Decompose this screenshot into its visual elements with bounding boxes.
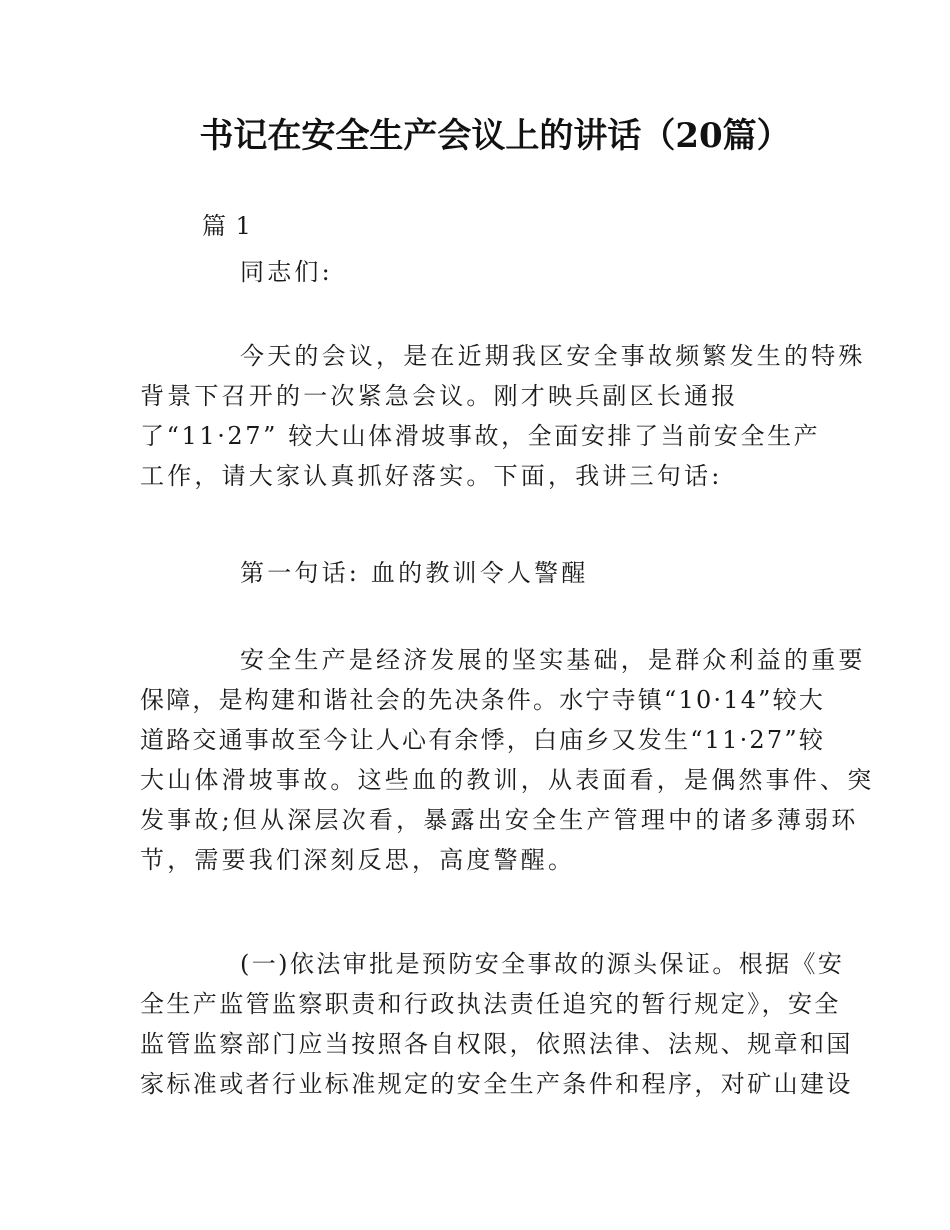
section-label: 篇 1 [202,212,252,240]
paragraph-2-line: 安全生产是经济发展的坚实基础，是群众利益的重要 [240,646,866,674]
paragraph-2-line: 道路交通事故至今让人心有余悸，白庙乡又发生“11·27”较 [140,726,826,754]
paragraph-1-line: 工作，请大家认真抓好落实。下面，我讲三句话: [140,462,723,490]
paragraph-1-line: 了“11·27” 较大山体滑坡事故，全面安排了当前安全生产 [140,422,821,450]
paragraph-3 [140,946,853,1106]
paragraph-2-line: 节，需要我们深刻反思，高度警醒。 [140,846,576,874]
paragraph-1 [140,338,866,498]
document-title: 书记在安全生产会议上的讲话（20篇） [199,116,791,156]
paragraph-3-line: 监管监察部门应当按照各自权限，依照法律、法规、规章和国 [140,1030,853,1058]
paragraph-3-line: 全生产监管监察职责和行政执法责任追究的暂行规定》，安全 [140,990,841,1018]
salutation: 同志们: [240,258,333,286]
paragraph-2-line: 发事故;但从深层次看，暴露出安全生产管理中的诸多薄弱环 [140,806,859,834]
paragraph-3-line: 家标准或者行业标准规定的安全生产条件和程序，对矿山建设 [140,1070,853,1098]
paragraph-1-line: 今天的会议，是在近期我区安全事故频繁发生的特殊 [240,342,866,370]
paragraph-2-line: 大山体滑坡事故。这些血的教训，从表面看，是偶然事件、突 [140,766,875,794]
section-heading-1: 第一句话: 血的教训令人警醒 [240,559,589,587]
paragraph-2-line: 保障，是构建和谐社会的先决条件。水宁寺镇“10·14”较大 [140,686,826,714]
paragraph-1-line: 背景下召开的一次紧急会议。刚才映兵副区长通报 [140,382,739,410]
paragraph-2 [140,642,875,882]
paragraph-3-line: (一)依法审批是预防安全事故的源头保证。根据《安 [240,950,845,978]
